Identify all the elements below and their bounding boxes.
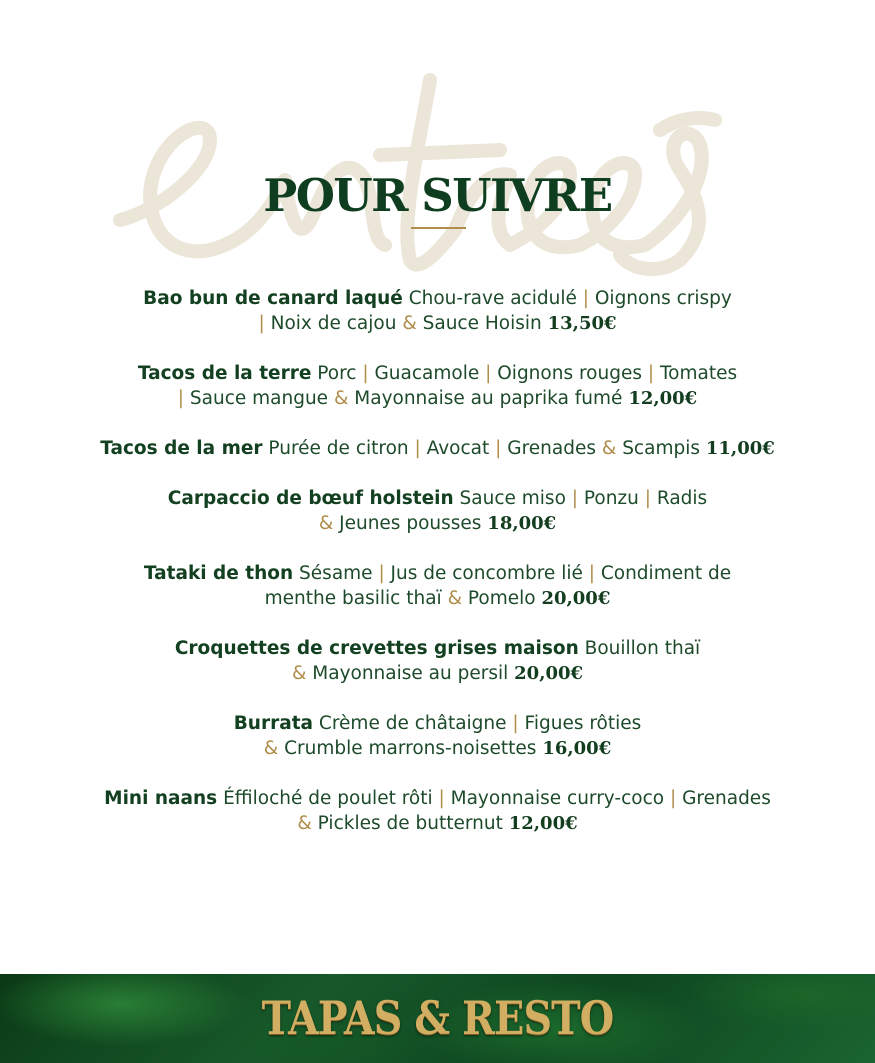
- dish-name: Tacos de la mer: [100, 438, 263, 459]
- dish-price: 16,00€: [542, 738, 612, 759]
- dish-name: Carpaccio de bœuf holstein: [167, 488, 454, 509]
- dish-description: Oignons crispy: [588, 288, 732, 309]
- dish-description: Mayonnaise au paprika fumé: [348, 388, 629, 409]
- page-title: POUR SUIVRE: [263, 169, 612, 222]
- dish-description: Figues rôties: [518, 713, 642, 734]
- dish-description: Grenades: [501, 438, 602, 459]
- dish-description: Bouillon thaï: [578, 638, 701, 659]
- dish-price: 18,00€: [487, 513, 557, 534]
- separator: |: [647, 363, 655, 384]
- ampersand: &: [601, 438, 617, 459]
- dish-description: Sauce mangue: [184, 388, 334, 409]
- separator: |: [485, 363, 492, 384]
- dish-price: 20,00€: [514, 663, 584, 684]
- ampersand: &: [402, 313, 417, 334]
- dish-description: Pomelo: [462, 588, 542, 609]
- dish-description: Chou-rave acidulé: [402, 288, 583, 309]
- dish-description: Tomates: [654, 363, 738, 384]
- dish-name: Bao bun de canard laqué: [143, 288, 403, 309]
- dish-description: Porc: [311, 363, 363, 384]
- dish-description: Mayonnaise au persil: [306, 663, 515, 684]
- dish-description: Noix de cajou: [264, 313, 403, 334]
- dish-price: 11,00€: [705, 438, 775, 459]
- dish-name: Burrata: [233, 713, 314, 734]
- separator: |: [438, 788, 445, 809]
- dish-description: Mayonnaise curry-coco: [444, 788, 670, 809]
- dish-name: Croquettes de crevettes grises maison: [174, 638, 579, 659]
- separator: |: [582, 288, 589, 309]
- ampersand: &: [297, 813, 312, 834]
- ampersand: &: [333, 388, 349, 409]
- dish-description: Scampis: [616, 438, 706, 459]
- dish-description: Sésame: [293, 563, 379, 584]
- dish-description: Pickles de butternut: [311, 813, 509, 834]
- dish-description: Purée de citron: [262, 438, 415, 459]
- menu-list: [60, 286, 815, 861]
- separator: |: [669, 788, 677, 809]
- dish-price: 12,00€: [628, 388, 698, 409]
- dish-description: Radis: [651, 488, 708, 509]
- separator: |: [414, 438, 421, 459]
- dish-description: Guacamole: [368, 363, 486, 384]
- separator: |: [378, 563, 385, 584]
- separator: |: [588, 563, 595, 584]
- separator: |: [571, 488, 579, 509]
- dish-name: Tacos de la terre: [137, 363, 312, 384]
- dish-description: Ponzu: [578, 488, 645, 509]
- separator: |: [644, 488, 651, 509]
- separator: |: [362, 363, 369, 384]
- dish-description: Jeunes pousses: [333, 513, 488, 534]
- separator: |: [512, 713, 519, 734]
- dish-price: 20,00€: [541, 588, 611, 609]
- menu-item: [60, 561, 815, 611]
- ampersand: &: [447, 588, 462, 609]
- dish-description: menthe basilic thaï: [264, 588, 448, 609]
- dish-description: Condiment de: [594, 563, 732, 584]
- dish-price: 12,00€: [508, 813, 578, 834]
- ampersand: &: [291, 663, 307, 684]
- dish-price: 13,50€: [547, 313, 617, 334]
- menu-item: [60, 636, 815, 686]
- dish-description: Sauce Hoisin: [416, 313, 548, 334]
- menu-item: [60, 436, 815, 461]
- separator: |: [495, 438, 502, 459]
- dish-name: Mini naans: [104, 788, 218, 809]
- menu-item: [60, 361, 815, 411]
- dish-name: Tataki de thon: [143, 563, 294, 584]
- dish-description: Sauce miso: [453, 488, 572, 509]
- ampersand: &: [263, 738, 279, 759]
- separator: |: [177, 388, 185, 409]
- menu-item: [60, 486, 815, 536]
- dish-description: Oignons rouges: [491, 363, 648, 384]
- footer-banner: [0, 974, 875, 1063]
- title-divider: [411, 227, 466, 229]
- separator: |: [258, 313, 265, 334]
- dish-description: Éffiloché de poulet rôti: [217, 788, 439, 809]
- dish-description: Crème de châtaigne: [313, 713, 513, 734]
- menu-item: [60, 786, 815, 836]
- menu-item: [60, 286, 815, 336]
- ampersand: &: [318, 513, 334, 534]
- dish-description: Crumble marrons-noisettes: [278, 738, 543, 759]
- menu-item: [60, 711, 815, 761]
- dish-description: Grenades: [676, 788, 771, 809]
- dish-description: Jus de concombre lié: [384, 563, 589, 584]
- dish-description: Avocat: [420, 438, 496, 459]
- brand-logo: TAPAS & RESTO: [261, 991, 614, 1045]
